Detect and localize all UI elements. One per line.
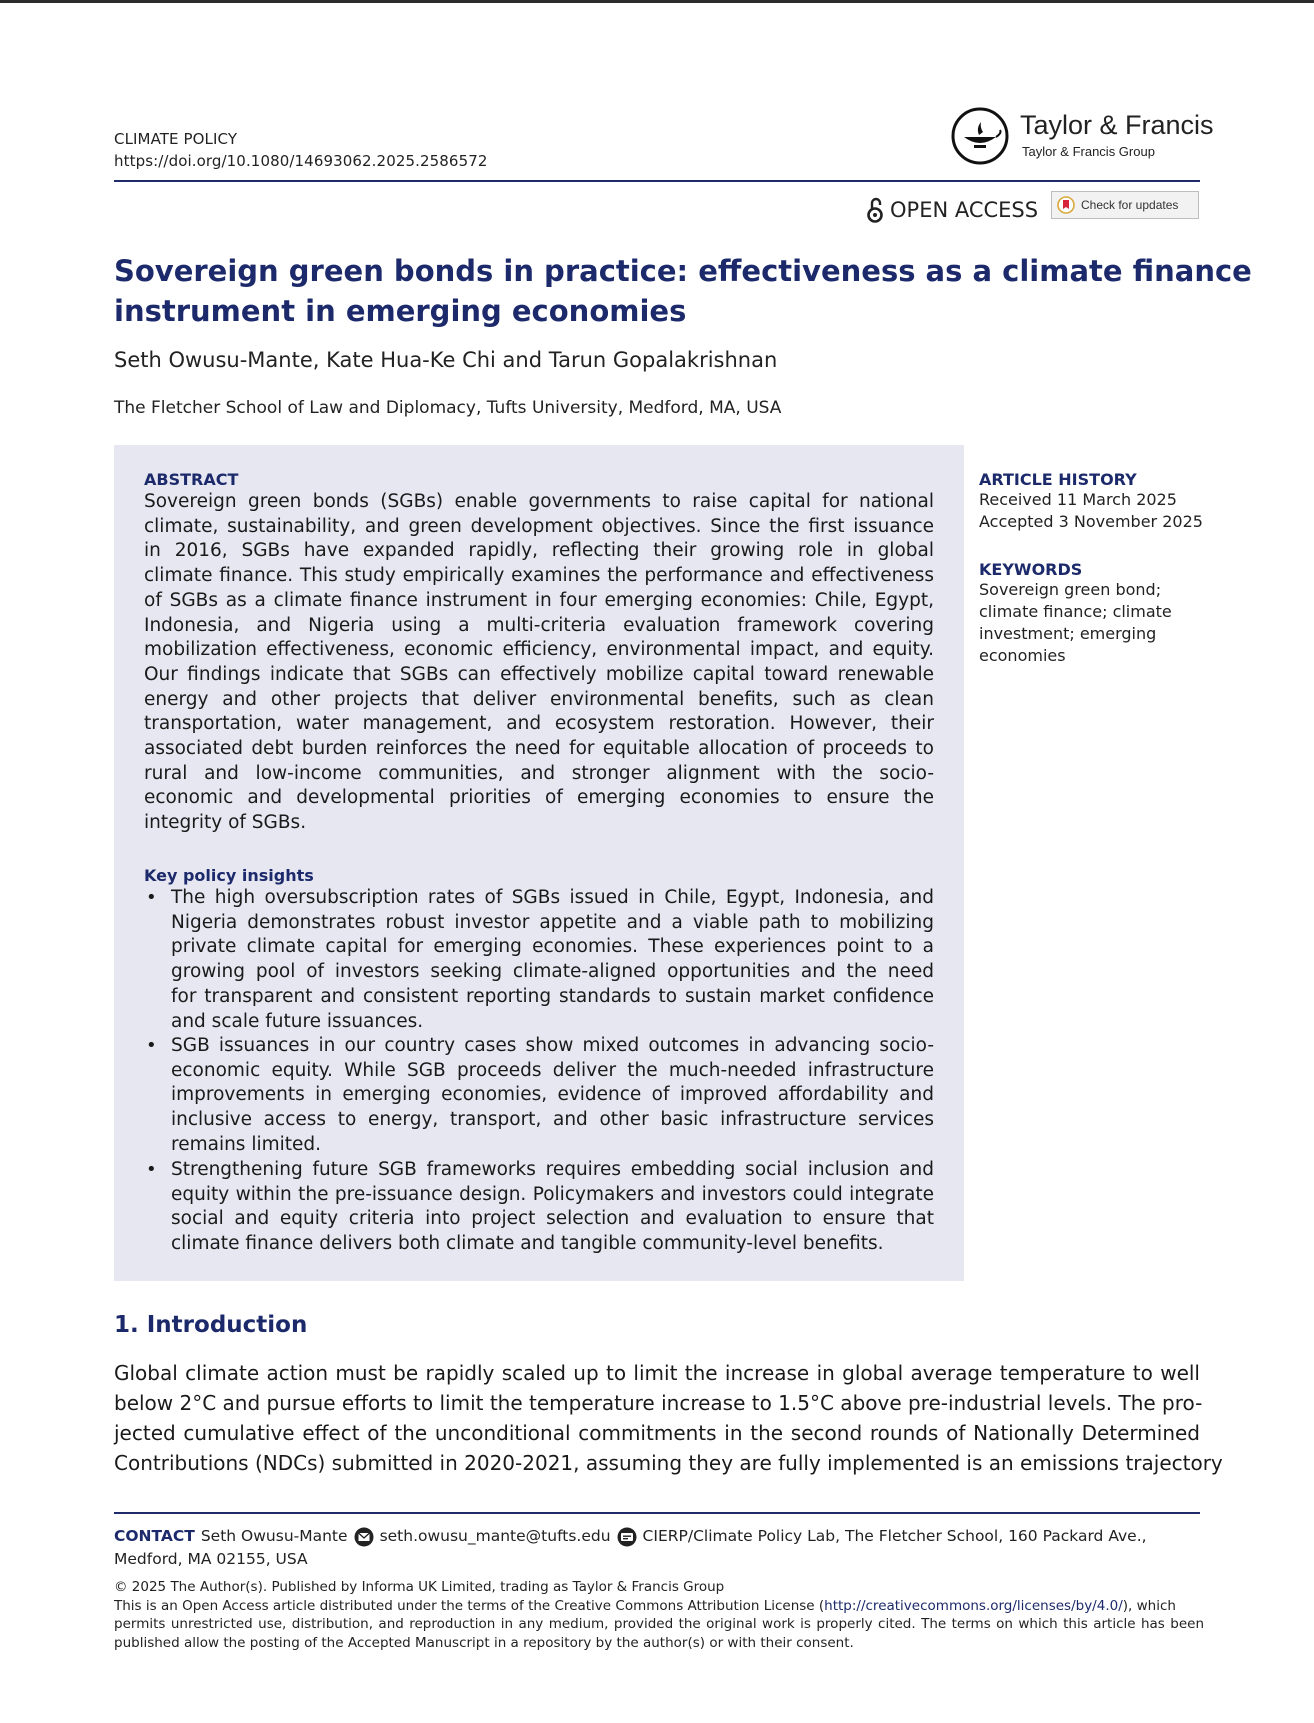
abstract-line: energy and other projects that deliver environmental benefits, such as clean (144, 688, 934, 710)
intro-line: Contributions (NDCs) submitted in 2020-2021, assuming they are fully implemented is an emissions trajectory (114, 1451, 1223, 1475)
intro-line: jected cumulative effect of the unconditional commitments in the second rounds of Nationally Determined (114, 1421, 1200, 1445)
header-rule (114, 180, 1200, 182)
insight-bullet (146, 886, 934, 1034)
keyword-line: climate finance; climate (979, 602, 1172, 621)
insight-line: and scale future issuances. (171, 1010, 424, 1032)
abstract-line: in 2016, SGBs have expanded rapidly, reflecting their growing role in global (144, 540, 934, 562)
journal-name: CLIMATE POLICY (114, 130, 238, 148)
contact-name: Seth Owusu-Mante (200, 1527, 348, 1545)
key-policy-insights-heading: Key policy insights (144, 866, 314, 885)
insight-line: Strengthening future SGB frameworks requires embedding social inclusion and (171, 1159, 934, 1180)
introduction-body (114, 1358, 1223, 1478)
contact-email[interactable]: seth.owusu_mante@tufts.edu (379, 1527, 611, 1545)
insight-line: remains limited. (171, 1133, 322, 1155)
insight-line: for transparent and consistent reporting standards to sustain market confidence (171, 985, 934, 1007)
accepted-date: Accepted 3 November 2025 (979, 512, 1203, 531)
insight-line: economic equity. While SGB proceeds deliver the much-needed infrastructure (171, 1059, 934, 1081)
license-line: published allow the posting of the Accepted Manuscript in a repository by the author(s) or with their consent. (114, 1634, 854, 1651)
received-date: Received 11 March 2025 (979, 490, 1177, 509)
license-block (114, 1578, 1204, 1652)
insight-bullet (146, 1034, 934, 1158)
publisher-group: Taylor & Francis Group (1022, 144, 1155, 159)
abstract-heading: ABSTRACT (144, 470, 239, 489)
insight-line: The high oversubscription rates of SGBs issued in Chile, Egypt, Indonesia, and (171, 887, 934, 908)
bullet-dot-icon: • (146, 887, 157, 908)
title-line: instrument in emerging economies (114, 294, 687, 328)
check-for-updates-button[interactable] (1051, 191, 1199, 219)
email-icon (354, 1527, 374, 1547)
insight-bullet (146, 1158, 934, 1257)
abstract-line: climate, sustainability, and green development objectives. Since the first issuance (144, 515, 934, 537)
intro-line: below 2°C and pursue efforts to limit the temperature increase to 1.5°C above pre-industrial levels. The pro- (114, 1391, 1203, 1415)
check-updates-icon (1057, 196, 1075, 214)
article-history-heading: ARTICLE HISTORY (979, 470, 1137, 489)
abstract-line: climate finance. This study empirically examines the performance and effectiveness (144, 565, 934, 587)
abstract-line: Indonesia, and Nigeria using a multi-criteria evaluation framework covering (144, 614, 934, 636)
abstract-line: integrity of SGBs. (144, 812, 307, 834)
article-title (114, 251, 1252, 331)
license-line: permits unrestricted use, distribution, and reproduction in any medium, provided the original work is properly cited. The terms on which this article has been (114, 1616, 1204, 1632)
keyword-line: Sovereign green bond; (979, 580, 1162, 599)
insight-line: SGB issuances in our country cases show mixed outcomes in advancing socio- (171, 1035, 934, 1056)
journal-header (114, 128, 488, 172)
abstract-body (144, 490, 934, 836)
open-access-badge (866, 196, 1038, 224)
abstract-line: Sovereign green bonds (SGBs) enable governments to raise capital for national (144, 491, 934, 512)
insight-line: social and equity criteria into project selection and evaluation to ensure that (171, 1208, 934, 1230)
address-icon (617, 1527, 637, 1547)
abstract-line: associated debt burden reinforces the need for equitable allocation of proceeds to (144, 738, 934, 760)
check-updates-label: Check for updates (1081, 198, 1179, 212)
footer-rule (114, 1512, 1200, 1514)
insight-line: climate finance delivers both climate and tangible community-level benefits. (171, 1233, 884, 1255)
license-text: This is an Open Access article distributed under the terms of the Creative Commons Attribution License ( (114, 1597, 825, 1614)
keyword-line: investment; emerging (979, 624, 1157, 643)
contact-address: CIERP/Climate Policy Lab, The Fletcher School, 160 Packard Ave., (642, 1527, 1147, 1545)
top-border (0, 0, 1314, 3)
article-history (979, 470, 1209, 533)
title-line: Sovereign green bonds in practice: effectiveness as a climate finance (114, 254, 1252, 288)
contact-block (114, 1525, 1204, 1571)
abstract-line: transportation, water management, and ecosystem restoration. However, their (144, 713, 934, 735)
copyright-line: © 2025 The Author(s). Published by Informa UK Limited, trading as Taylor & Francis Group (114, 1579, 725, 1595)
affiliation: The Fletcher School of Law and Diplomacy, Tufts University, Medford, MA, USA (114, 398, 782, 418)
insight-line: equity within the pre-issuance design. Policymakers and investors could integrate (171, 1183, 934, 1205)
introduction-heading: 1. Introduction (114, 1312, 308, 1338)
insight-line: improvements in emerging economies, evidence of improved affordability and (171, 1084, 934, 1106)
contact-label: CONTACT (114, 1527, 195, 1545)
publisher-name: Taylor & Francis (1020, 110, 1214, 140)
license-link[interactable]: http://creativecommons.org/licenses/by/4.0/ (824, 1597, 1123, 1614)
insight-line: private climate capital for emerging economies. These experiences point to a (171, 936, 934, 958)
doi-link[interactable]: https://doi.org/10.1080/14693062.2025.2586572 (114, 152, 488, 170)
abstract-line: rural and low-income communities, and stronger alignment with the socio- (144, 762, 934, 784)
license-text: ), which (1122, 1597, 1176, 1614)
keywords-heading: KEYWORDS (979, 560, 1083, 579)
license-line (114, 1597, 1204, 1616)
open-access-label: OPEN ACCESS (890, 198, 1039, 222)
bullet-dot-icon: • (146, 1159, 157, 1180)
author-list[interactable]: Seth Owusu-Mante, Kate Hua-Ke Chi and Tarun Gopalakrishnan (114, 348, 778, 372)
abstract-line: mobilization effectiveness, economic efficiency, environmental impact, and equity. (144, 639, 934, 661)
bullet-dot-icon: • (146, 1035, 157, 1056)
contact-address-2: Medford, MA 02155, USA (114, 1550, 308, 1568)
abstract-line: economic and developmental priorities of emerging economies to ensure the (144, 787, 934, 809)
insight-line: Nigeria demonstrates robust investor appetite and a viable path to mobilizing (171, 911, 934, 933)
open-lock-icon (866, 197, 884, 223)
intro-line: Global climate action must be rapidly scaled up to limit the increase in global average temperature to well (114, 1361, 1200, 1385)
insight-line: inclusive access to energy, transport, and other basic infrastructure services (171, 1109, 934, 1131)
keyword-line: economies (979, 646, 1066, 665)
lamp-logo-icon (950, 106, 1010, 166)
abstract-line: of SGBs as a climate finance instrument in four emerging economies: Chile, Egypt, (144, 589, 934, 611)
keywords (979, 560, 1209, 667)
abstract-line: Our findings indicate that SGBs can effectively mobilize capital toward renewable (144, 663, 934, 685)
insight-line: growing pool of investors seeking climate-aligned opportunities and the need (171, 961, 934, 983)
